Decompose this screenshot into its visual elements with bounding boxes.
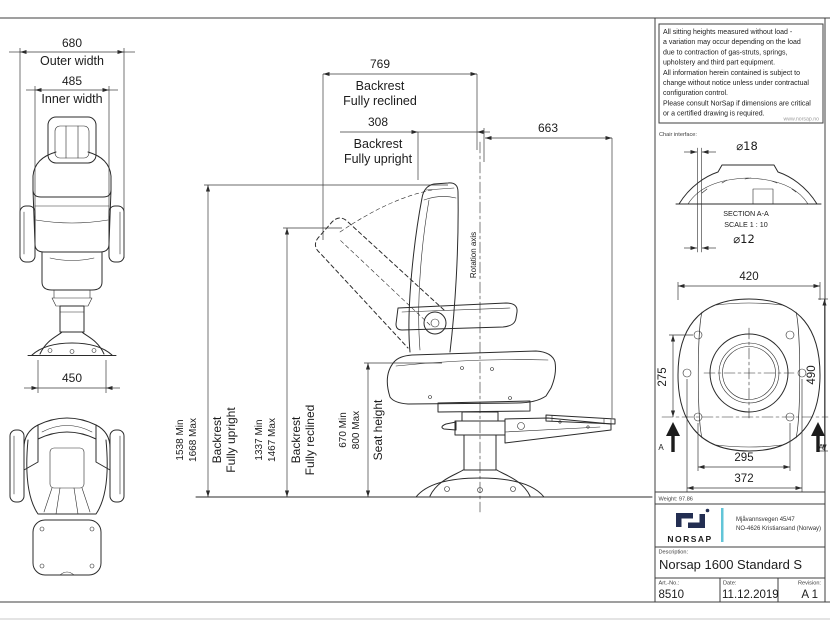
dim-670-min: 670 Min xyxy=(338,412,349,448)
base-plan-dimensions xyxy=(657,271,828,492)
dim-275-value: 275 xyxy=(657,367,669,387)
website-url: www.norsap.no xyxy=(783,116,819,123)
dim-upright-label2: Fully upright xyxy=(224,407,238,473)
address-line1: Mjåvannsvegen 45/47 xyxy=(736,517,795,523)
dim-308-label2: Fully upright xyxy=(343,152,413,166)
dim-inner-width-value: 485 xyxy=(61,74,83,88)
dim-372-value: 372 xyxy=(734,473,754,485)
note-line: upholstery and third part equipment. xyxy=(663,59,776,67)
dim-inner-width-label: Inner width xyxy=(41,92,103,106)
dim-769-label2: Fully reclined xyxy=(343,94,417,108)
brand-name: NORSAP xyxy=(667,534,713,544)
title-block xyxy=(655,492,825,602)
side-view xyxy=(175,57,652,512)
section-marker-a-left: A xyxy=(658,443,664,452)
date-label: Date: xyxy=(723,580,737,587)
dim-reclined-label1: Backrest xyxy=(289,416,303,464)
note-line: due to contraction of gas-struts, springs, xyxy=(663,49,788,57)
description-value: Norsap 1600 Standard S xyxy=(659,557,803,572)
dim-1337-min: 1337 Min xyxy=(254,419,265,461)
note-line: configuration control. xyxy=(663,90,728,98)
section-title: SECTION A-A xyxy=(723,209,769,218)
front-view-chair-art xyxy=(20,117,124,356)
note-line: change without notice unless under contractual xyxy=(663,80,809,87)
dim-outer-width-value: 680 xyxy=(61,36,83,50)
base-plan-art xyxy=(678,299,820,451)
notes-box xyxy=(659,24,823,123)
dim-1668-max: 1668 Max xyxy=(188,418,199,462)
dim-800-max: 800 Max xyxy=(351,410,362,450)
top-view xyxy=(10,418,124,575)
side-view-dimensions xyxy=(175,57,612,497)
dim-295-value: 295 xyxy=(734,452,754,464)
address-line2: NO-4626 Kristiansand (Norway) xyxy=(736,526,822,532)
weight-field: Weight: 97.86 xyxy=(658,496,693,503)
dim-308-value: 308 xyxy=(367,115,389,129)
top-view-chair-art xyxy=(10,418,124,575)
note-line: or a certified drawing is required. xyxy=(663,110,765,118)
note-line: a variation may occur depending on the load xyxy=(663,39,801,47)
dim-seat-height-label: Seat height xyxy=(371,399,385,461)
art-no-label: Art.-No.: xyxy=(658,580,680,587)
revision-label: Revision: xyxy=(797,580,821,587)
dim-1467-max: 1467 Max xyxy=(267,418,278,462)
note-line: Please consult NorSap if dimensions are critical xyxy=(663,100,811,108)
dim-1538-min: 1538 Min xyxy=(175,419,186,461)
revision-value: A 1 xyxy=(801,589,818,601)
note-line: All sitting heights measured without load - xyxy=(663,29,793,36)
dim-420-value: 420 xyxy=(739,271,759,283)
rotation-axis-label: Rotation axis xyxy=(469,231,478,279)
dim-490-value: 490 xyxy=(806,365,818,385)
dim-663-value: 663 xyxy=(537,121,559,135)
section-arrow-left xyxy=(666,422,680,436)
section-arrow-right xyxy=(811,422,825,436)
front-view-dimensions xyxy=(9,36,135,393)
dim-769-label1: Backrest xyxy=(355,79,405,93)
section-marker-a-right: A xyxy=(818,443,824,452)
chair-interface-label: Chair interface: xyxy=(659,132,697,138)
dim-outer-width-label: Outer width xyxy=(40,54,104,68)
front-view xyxy=(9,36,135,393)
dim-308-label1: Backrest xyxy=(353,137,403,151)
dim-dia12-value: ⌀12 xyxy=(733,232,755,246)
dim-769-value: 769 xyxy=(369,57,391,71)
logo-separator xyxy=(721,508,724,542)
dim-reclined-label2: Fully reclined xyxy=(303,404,317,476)
dim-base-width-value: 450 xyxy=(61,371,83,385)
section-view xyxy=(659,132,821,252)
dim-dia18-value: ⌀18 xyxy=(736,139,758,153)
section-scale: SCALE 1 : 10 xyxy=(724,220,768,229)
description-label: Description: xyxy=(658,549,689,556)
base-plan-view xyxy=(657,271,828,492)
norsap-logo-icon xyxy=(676,509,709,528)
date-value: 11.12.2019 xyxy=(722,589,779,601)
sheet-borders xyxy=(0,18,830,619)
art-no-value: 8510 xyxy=(658,589,685,601)
note-line: All information herein contained is subject to xyxy=(663,69,800,77)
dim-upright-label1: Backrest xyxy=(210,416,224,464)
